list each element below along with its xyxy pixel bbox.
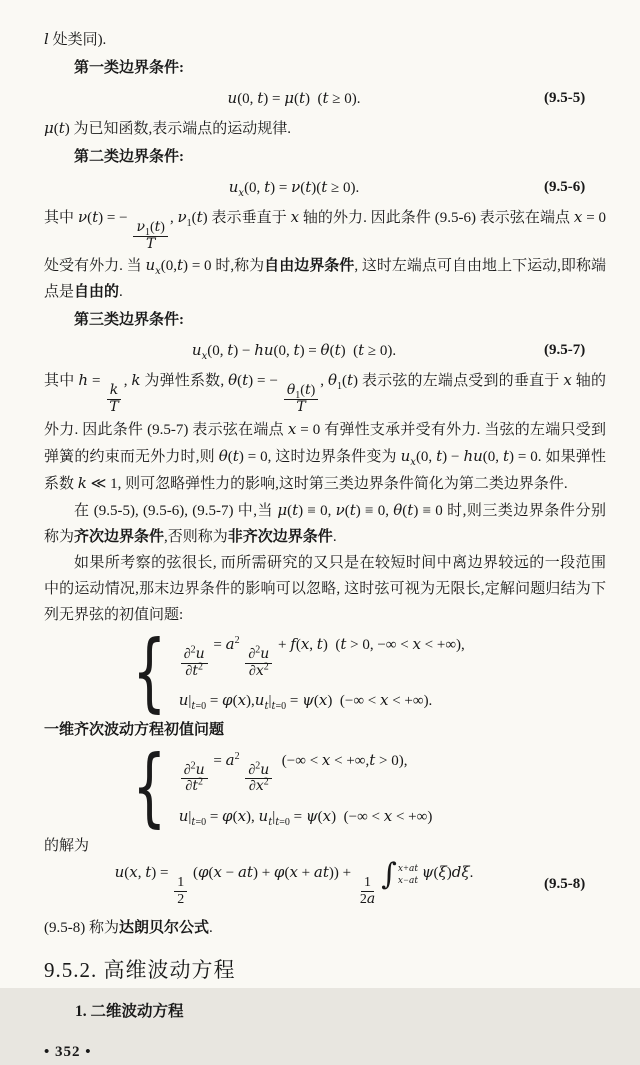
intro-line: l 处类同).	[44, 30, 107, 48]
equation-9-5-5-body: u(0, t) = μ(t) (t ≥ 0).	[227, 88, 361, 107]
section-heading-9-5-2: 9.5.2. 高维波动方程	[44, 958, 236, 983]
equation-9-5-6	[44, 173, 606, 201]
equation-9-5-7-body: $u_x(0$, t) − hu(0, t) = θ(t) (t ≥ 0).	[191, 340, 397, 362]
equation-9-5-8-label: (9.5-8)	[544, 876, 586, 893]
para-dalembert-formula: (9.5-8) 称为达朗贝尔公式.	[44, 920, 213, 937]
heading-boundary-condition-1: 第一类边界条件:	[74, 60, 184, 76]
system2-line2: $u|_{t=0} = \varphi(x)$, $u_t|_{t=0} = \psi(x)$ (−∞ < x < +∞)	[178, 806, 433, 828]
equation-9-5-5	[44, 84, 606, 112]
equation-9-5-7	[44, 336, 606, 364]
equation-9-5-7-label: (9.5-7)	[544, 341, 586, 358]
para-infinite-string: 如果所考察的弦很长, 而所需研究的又只是在较短时间中离边界较远的一段范围中的运动情况,那末边界条件的影响可以忽略, 这时弦可视为无限长,定解问题归结为下列无界弦的初值问题:	[44, 554, 606, 623]
heading-1d-homogeneous-ivp: 一维齐次波动方程初值问题	[44, 722, 225, 739]
para-elastic-coefficient: 其中 h = $\frac{k}{T}$ , k 为弹性系数, θ(t) = − $\frac{\theta_1(t)}{T}$ , $\theta_1(t)$ 表示弦的左端点受到的垂直于 x 轴的外力. 因此条件 (9.5-7) 表示弦在端点 x = 0 有弹性支承并受有外力. 当弦的左端只受到弹簧的约束而无外力时,则 θ(t) = 0, 这时边界条件变为 $u_x(0$, t) − hu(0, t) = 0. 如果弹性系数 k ≪ 1, 则可忽略弹性力的影响,这时第三类边界条件简化为第二类边界条件.	[44, 371, 606, 492]
para-solution-is: 的解为	[44, 838, 90, 855]
left-brace-icon: {	[132, 737, 167, 838]
equation-9-5-5-label: (9.5-5)	[544, 89, 586, 106]
equation-9-5-6-label: (9.5-6)	[544, 178, 586, 195]
system1-line2: $u|_{t=0} = \varphi(x),u_t|_{t=0} = \psi(x)$ (−∞ < x < +∞).	[178, 691, 433, 713]
left-brace-icon: {	[132, 621, 167, 722]
para-mu-function: μ(t) 为已知函数,表示端点的运动规律.	[44, 119, 292, 137]
system2-line1: $\frac{\partial^2u}{\partial t^2}$ = $a^2$ $\frac{\partial^2u}{\partial x^2}$ (−∞ < x < +∞,t > 0),	[179, 748, 433, 795]
heading-boundary-condition-2: 第二类边界条件:	[74, 149, 184, 165]
para-homogeneous-conditions: 在 (9.5-5), (9.5-6), (9.5-7) 中,当 μ(t) ≡ 0, ν(t) ≡ 0, θ(t) ≡ 0 时,则三类边界条件分别称为齐次边界条件,否则称为非齐次边界条件.	[44, 500, 606, 545]
equation-system-homogeneous-ivp	[122, 737, 606, 838]
equation-9-5-8-body: u(x, t) = $\frac{1}{2}$ (φ(x − at) + φ(x + at)) + $\frac{1}{2a}$ ∫ x+at x−at ψ(ξ)dξ.	[114, 857, 474, 907]
system1-line1: $\frac{\partial^2u}{\partial t^2}$ = $a^2$ $\frac{\partial^2u}{\partial x^2}$ + f(x, t) (t > 0, −∞ < x < +∞),	[179, 632, 465, 679]
subsection-heading-2d-wave: 1. 二维波动方程	[75, 1003, 184, 1021]
equation-9-5-8	[44, 857, 606, 907]
equation-system-general-ivp	[122, 621, 606, 722]
system-lines	[179, 748, 433, 829]
heading-boundary-condition-3: 第三类边界条件:	[74, 312, 184, 329]
system-lines	[179, 632, 465, 713]
equation-9-5-6-body: $u_x(0$, t) = ν(t)(t ≥ 0).	[228, 177, 360, 199]
page-number: • 352 •	[44, 1044, 92, 1061]
para-nu-external-force: 其中 ν(t) = − $\frac{\nu_1(t)}{T}$ , $\nu_1(t)$ 表示垂直于 x 轴的外力. 因此条件 (9.5-6) 表示弦在端点 x = 0 处受有外力. 当 $u_x(0,t) = 0$ 时,称为自由边界条件, 这时左端点可自由地上下运动,即称端点是自由的.	[44, 208, 606, 301]
